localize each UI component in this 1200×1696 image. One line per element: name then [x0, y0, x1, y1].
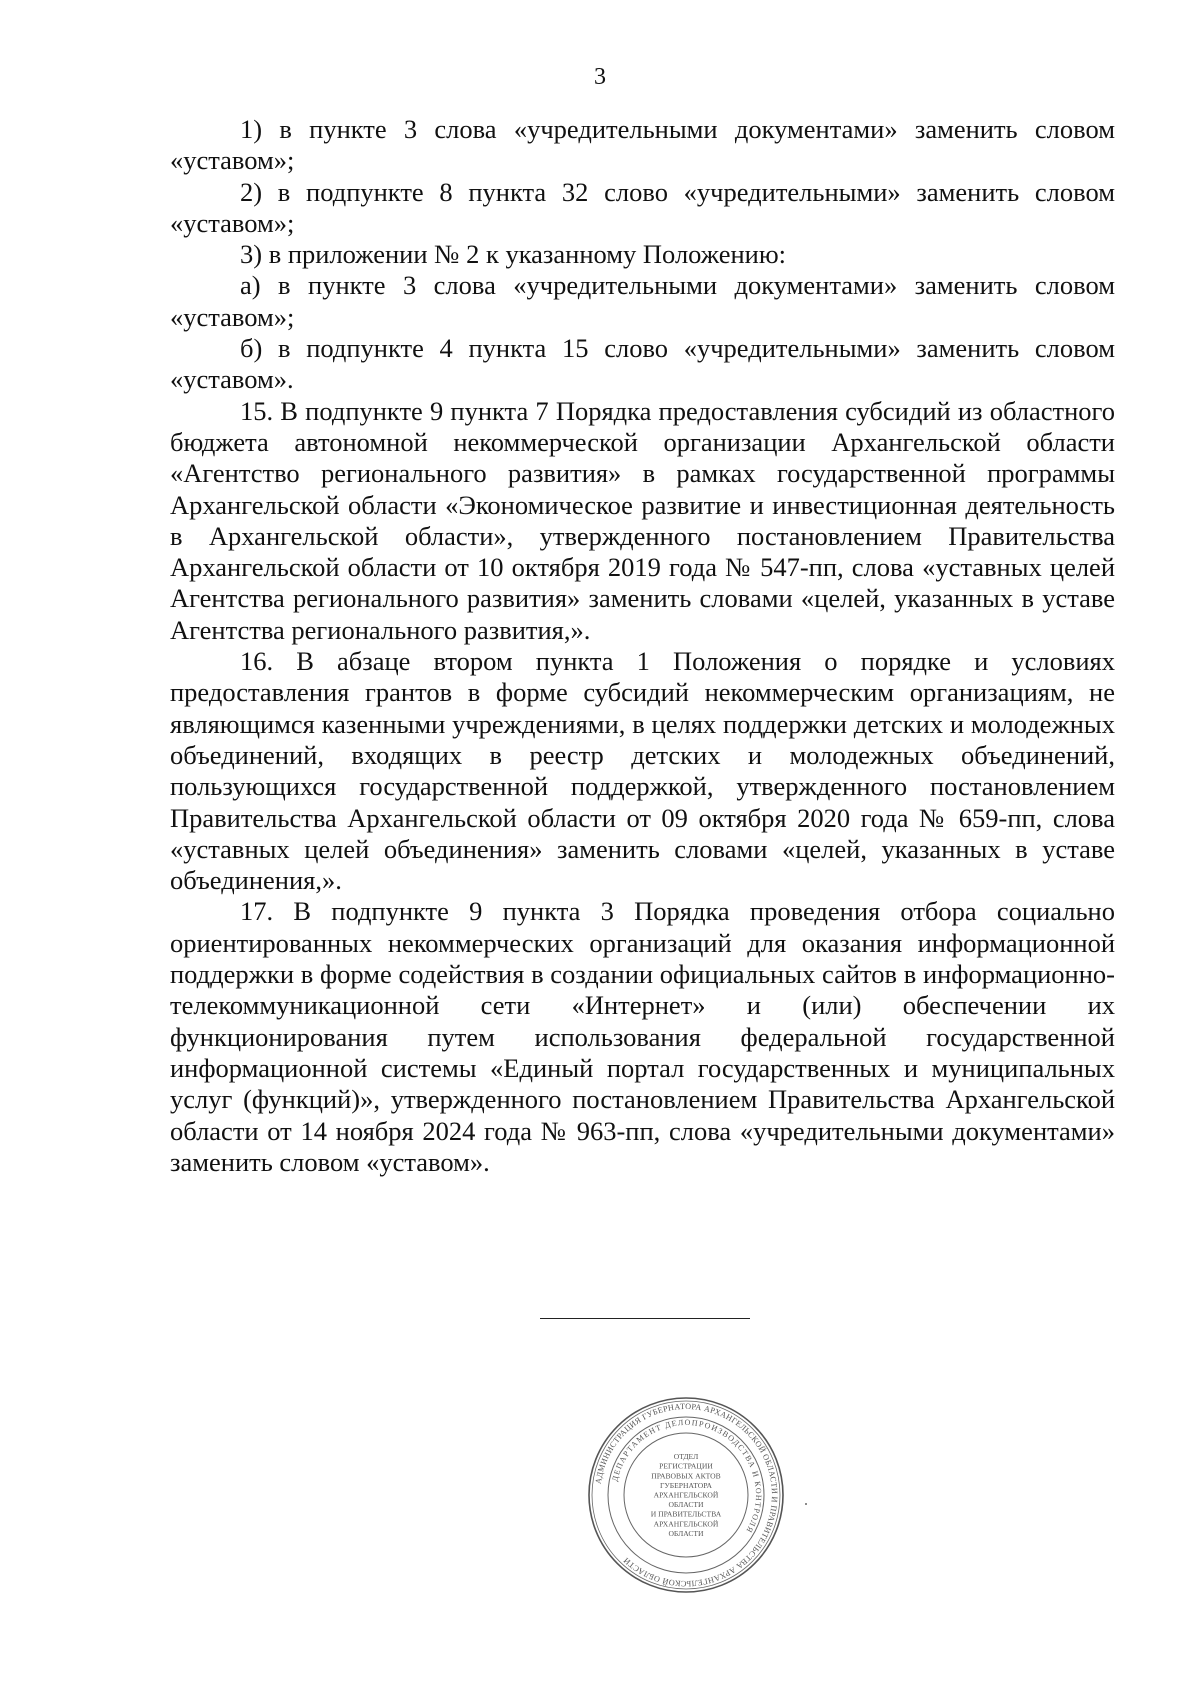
stamp-center-line: ГУБЕРНАТОРА — [659, 1480, 713, 1490]
stamp-outer-text: АДМИНИСТРАЦИЯ ГУБЕРНАТОРА АРХАНГЕЛЬСКОЙ ОБЛАСТИ И ПРАВИТЕЛЬСТВА АРХАНГЕЛЬСКОЙ ОБЛАСТИ — [593, 1401, 780, 1589]
closing-divider-line — [540, 1318, 750, 1319]
paragraph-item-3a: а) в пункте 3 слова «учредительными документами» заменить словом «уставом»; — [170, 270, 1115, 332]
stamp-inner-ring-text: ДЕПАРТАМЕНТ ДЕЛОПРОИЗВОДСТВА И КОНТРОЛЯ — [610, 1417, 764, 1536]
stamp-center-line: ОТДЕЛ — [673, 1452, 699, 1462]
paragraph-point-15: 15. В подпункте 9 пункта 7 Порядка предоставления субсидий из областного бюджета автономной некоммерческой организации Архангельской области «Агентство регионального развития» в рамках государственной программы Архангельской области «Экономическое развитие и инвестиционная деятельность в Архангельской области», утвержденного постановлением Правительства Архангельской области от 10 октября 2019 года № 547-пп, слова «уставных целей Агентства регионального развития» заменить словами «целей, указанных в уставе Агентства регионального развития,». — [170, 395, 1115, 645]
stamp-center-line: АРХАНГЕЛЬСКОЙ — [653, 1490, 719, 1500]
stamp-center-line: РЕГИСТРАЦИИ — [659, 1461, 713, 1471]
stamp-center-line: ОБЛАСТИ — [668, 1528, 704, 1538]
stamp-center-line: И ПРАВИТЕЛЬСТВА — [650, 1509, 722, 1519]
document-body — [170, 114, 1115, 1178]
stamp-center-line: ОБЛАСТИ — [668, 1500, 704, 1510]
paragraph-item-3: 3) в приложении № 2 к указанному Положению: — [240, 239, 787, 270]
scan-speck — [805, 1503, 807, 1505]
paragraph-item-3b: б) в подпункте 4 пункта 15 слово «учредительными» заменить словом «уставом». — [170, 333, 1115, 395]
page-number: 3 — [594, 64, 606, 90]
paragraph-point-17: 17. В подпункте 9 пункта 3 Порядка проведения отбора социально ориентированных некоммерческих организаций для оказания информационной поддержки в форме содействия в создании официальных сайтов в информационно-телекоммуникационной сети «Интернет» и (или) обеспечении их функционирования путем использования федеральной государственной информационной системы «Единый портал государственных и муниципальных услуг (функций)», утвержденного постановлением Правительства Архангельской области от 14 ноября 2024 года № 963-пп, слова «учредительными документами» заменить словом «уставом». — [170, 896, 1115, 1177]
paragraph-point-16: 16. В абзаце втором пункта 1 Положения о порядке и условиях предоставления грантов в форме субсидий некоммерческим организациям, не являющимся казенными учреждениями, в целях поддержки детских и молодежных объединений, входящих в реестр детских и молодежных объединений, пользующихся государственной поддержкой, утвержденного постановлением Правительства Архангельской области от 09 октября 2020 года № 659-пп, слова «уставных целей объединения» заменить словами «целей, указанных в уставе объединения,». — [170, 646, 1115, 896]
paragraph-item-2: 2) в подпункте 8 пункта 32 слово «учредительными» заменить словом «уставом»; — [170, 176, 1115, 238]
stamp-center-line: ПРАВОВЫХ АКТОВ — [651, 1471, 721, 1481]
stamp-center-line: АРХАНГЕЛЬСКОЙ — [653, 1519, 719, 1529]
official-seal-stamp — [586, 1395, 786, 1595]
paragraph-item-1: 1) в пункте 3 слова «учредительными документами» заменить словом «уставом»; — [170, 114, 1115, 176]
stamp-center-text — [651, 1452, 722, 1538]
